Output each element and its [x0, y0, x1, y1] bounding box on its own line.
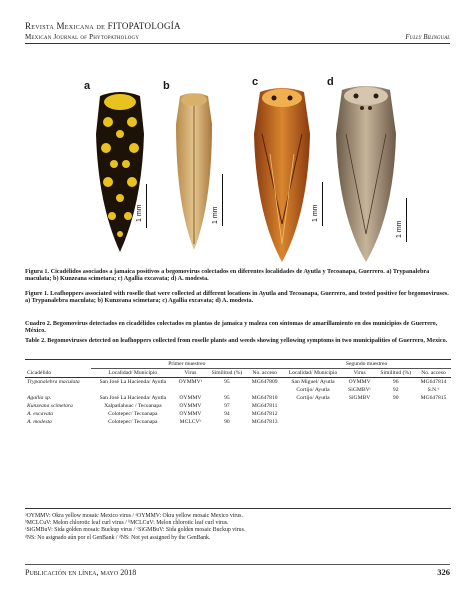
scale-label-a: 1 mm: [136, 204, 143, 222]
column-header: No. acceso: [421, 370, 446, 376]
table-column-header-row: [25, 369, 451, 378]
table-cell: [207, 386, 248, 394]
table-cell: MCLCVᵇ: [179, 419, 202, 425]
table-cell: San José La Hacienda/ Ayutla: [99, 395, 167, 401]
table-row: [25, 402, 451, 410]
scale-label-d: 1 mm: [396, 220, 403, 238]
group-header-first: Primer muestreo: [91, 360, 282, 369]
column-header: Similitud (%): [380, 370, 411, 376]
scale-label-c: 1 mm: [312, 204, 319, 222]
specimen-d: [336, 86, 396, 262]
table-cell: A. excavata: [27, 411, 54, 417]
table-cell: [344, 410, 376, 418]
table-cell: [25, 386, 91, 394]
table-row: [25, 378, 451, 387]
table-cell: 90: [224, 419, 230, 425]
leafhopper-figure: [62, 74, 412, 262]
table-row: [25, 418, 451, 426]
table-cell: SiGMBV: [348, 395, 371, 401]
table-cell: [247, 386, 282, 394]
column-header: Localidad/ Municipio: [288, 370, 338, 376]
figure-text-es: Cicadélidos asociados a jamaica positivos a begomovirus colectados en diferentes localidades de Ayutla y Tecoanapa, Guerrero. a) Trypanalebra maculata; b) Kunzeana scimetara; c) Agallia excavata; d) A. modesta.: [25, 268, 430, 283]
table-cell: San Miguel/ Ayutla: [291, 379, 335, 385]
table-cell: Cortijo/ Ayutla: [296, 387, 330, 393]
table-cell: MG647813: [251, 419, 278, 425]
figure-label-es: Figura 1.: [25, 268, 50, 275]
table-cell: 95: [224, 379, 230, 385]
table-row: [25, 410, 451, 418]
table-caption-es: [25, 320, 451, 335]
group-header-second: Segundo muestreo: [282, 360, 451, 369]
table-cell: [416, 418, 451, 426]
scale-bar-d: [406, 198, 407, 242]
table-cell: OYMMV: [348, 379, 371, 385]
table-note: ᵈNS: No asignado aún por el GenBank / ᵈNS: Not yet assigned by the GenBank.: [25, 534, 211, 541]
table-cell: San José La Hacienda/ Ayutla: [99, 379, 167, 385]
table-cell: [416, 410, 451, 418]
table-cell: MG647815: [420, 395, 447, 401]
table-cell: 97: [224, 403, 230, 409]
table-cell: [344, 402, 376, 410]
table-notes: [25, 513, 245, 542]
table-cell: Trypanalebra maculata: [27, 379, 80, 385]
table-cell: Cortijo/ Ayutla: [296, 395, 330, 401]
table-cell: Agallia sp.: [27, 395, 52, 401]
table-note: ᵇMCLCuV: Melon chlorotic leaf curl virus / ᵇMCLCuV: Melon chlorotic leaf curl virus.: [25, 520, 229, 527]
table-cell: [344, 418, 376, 426]
bilingual-label: Fully Bilingual: [405, 33, 450, 41]
table-cell: A. modesta: [27, 419, 52, 425]
publication-date: Publicación en línea, mayo 2018: [25, 568, 137, 577]
table-cell: OYMMV: [179, 403, 202, 409]
scale-bar-a: [146, 184, 147, 228]
column-header: No. acceso: [252, 370, 277, 376]
table-cell: [174, 386, 206, 394]
table-cell: [282, 418, 344, 426]
table-cell: Colotepec/ Tecoanapa: [108, 411, 158, 417]
table-cell: [91, 386, 174, 394]
table-cell: [282, 410, 344, 418]
figure-text-en: Leafhoppers associated with roselle that were collected at different locations in Ayutla and Tecoanapa, Guerrero, and tested positive for begomoviruses. a) Trypanalebra maculata; b) Kunzeana scimetara; c) Agallia excavata; d) A. modesta.: [25, 290, 449, 305]
table-cell: MG647811: [251, 403, 278, 409]
table-text-es: Begomovirus detectados en cicadélidos colectados en plantas de jamaica y maleza con síntomas de amarillamiento en dos municipios de Guerrero, México.: [25, 320, 438, 335]
table-cell: [375, 410, 416, 418]
table-cell: Kunzeana scimetara: [27, 403, 73, 409]
table-row: [25, 386, 451, 394]
table-cell: Xalpatlahuac / Tecoanapa: [104, 403, 162, 409]
table-cell: 90: [392, 395, 399, 401]
panel-letter-c: c: [252, 76, 259, 88]
table-text-en: Begomoviruses detected on leafhoppers collected from roselle plants and weeds showing yellowing symptoms in two municipalities of Guerrero, Mexico.: [47, 337, 448, 344]
column-header: Similitud (%): [211, 370, 243, 376]
panel-letter-d: d: [327, 76, 334, 88]
table-cell: [282, 402, 344, 410]
table-label-es: Cuadro 2.: [25, 320, 52, 327]
table-cell: [416, 402, 451, 410]
table-cell: 92: [392, 387, 399, 393]
begomovirus-table: [25, 360, 451, 426]
page-number: 326: [437, 567, 450, 577]
table-cell: [375, 418, 416, 426]
table-cell: OYMMV: [179, 411, 202, 417]
table-cell: 96: [392, 379, 399, 385]
figure-caption-en: [25, 290, 451, 305]
journal-title: Revista Mexicana de FITOPATOLOGÍA: [25, 21, 181, 31]
header-rule: [25, 43, 450, 44]
footer-rule: [25, 564, 450, 565]
table-cell: SiGMBVᶜ: [348, 387, 372, 393]
table-note: ᵃOYMMV: Okra yellow mosaic Mexico virus / ᵃOYMMV: Okra yellow mosaic Mexico virus.: [25, 513, 243, 519]
scale-bar-b: [222, 174, 223, 226]
scale-bar-c: [322, 182, 323, 226]
table-cell: 94: [224, 411, 230, 417]
column-header: Virus: [353, 370, 366, 376]
table-cell: OYMMV: [179, 395, 202, 401]
panel-letter-a: a: [84, 80, 91, 92]
table-row: [25, 394, 451, 402]
specimen-a: [96, 92, 144, 252]
table-body: [25, 378, 451, 427]
table-cell: MG647814: [420, 379, 447, 385]
panel-letter-b: b: [163, 80, 170, 92]
table-note: ᶜSiGMBuV: Sida golden mosaic Buckup virus / ᶜSiGMBuV: Sida golden mosaic Buckup virus.: [25, 527, 246, 534]
table-cell: MG647809: [251, 379, 278, 385]
table-cell: MG647810: [251, 395, 278, 401]
specimen-photos: [62, 74, 412, 262]
table-cell: Colotepec/ Tecoanapa: [108, 419, 158, 425]
specimen-b: [176, 93, 212, 250]
table-cell: S.N.ᵈ: [427, 387, 440, 393]
specimen-c: [254, 88, 310, 262]
column-header: Localidad/ Municipio: [108, 370, 158, 376]
table-cell: MG647812: [251, 411, 278, 417]
table-label-en: Table 2.: [25, 337, 46, 344]
figure-caption-es: [25, 268, 451, 283]
table-cell: OYMMVᵃ: [178, 379, 203, 385]
figure-label-en: Figure 1.: [25, 290, 49, 297]
table-group-header-row: [25, 360, 451, 369]
column-header: Virus: [184, 370, 197, 376]
journal-subtitle: Mexican Journal of Phytopathology: [25, 33, 140, 41]
column-header: Cicadélido: [27, 369, 52, 376]
scale-label-b: 1 mm: [212, 206, 219, 224]
table-cell: [375, 402, 416, 410]
table-bottom-rule: [25, 508, 451, 509]
table-caption-en: [25, 337, 451, 344]
table-cell: 95: [224, 395, 230, 401]
